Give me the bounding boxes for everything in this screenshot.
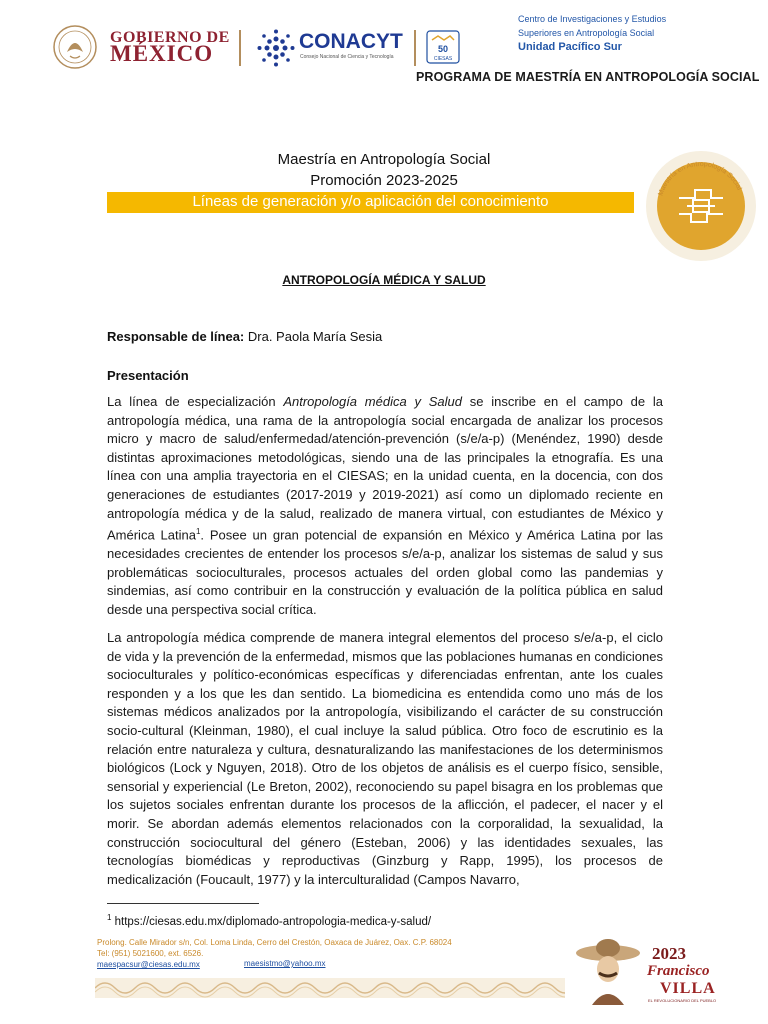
mexico-label: MÉXICO: [110, 41, 214, 66]
villa-first-name: Francisco: [647, 963, 710, 979]
gobierno-label: GOBIERNO DE: [110, 29, 230, 46]
paragraph-presentacion: [107, 393, 663, 619]
footnote: [107, 913, 431, 928]
responsable-line: [107, 329, 382, 344]
footnote-mark: 1: [107, 913, 112, 922]
svg-text:50: 50: [437, 44, 449, 54]
responsable-label: Responsable de línea:: [107, 329, 245, 344]
title-banner-text: Líneas de generación y/o aplicación del conocimiento: [192, 193, 549, 210]
villa-year: 2023: [652, 944, 686, 963]
email-link-2[interactable]: maesistmo@yahoo.mx: [244, 959, 326, 968]
svg-text:CIESAS: CIESAS: [433, 56, 453, 62]
address-line: Prolong. Calle Mirador s/n, Col. Loma Linda, Cerro del Crestón, Oaxaca de Juárez, Oax. C.P. 68024: [97, 938, 452, 947]
villa-tagline: EL REVOLUCIONARIO DEL PUEBLO: [648, 998, 717, 1003]
header-divider: [239, 30, 241, 66]
conacyt-subtitle: Consejo Nacional de Ciencia y Tecnología: [300, 54, 394, 60]
ciesas-50-logo-icon: [426, 30, 460, 64]
villa-last-name: VILLA: [660, 980, 716, 997]
programa-title: PROGRAMA DE MAESTRÍA EN ANTROPOLOGÍA SOCIAL: [416, 70, 760, 84]
footnote-url[interactable]: https://ciesas.edu.mx/diplomado-antropologia-medica-y-salud/: [111, 915, 432, 928]
footnote-separator: [107, 903, 259, 904]
maestria-seal-icon: [645, 150, 757, 262]
ciesas-line-2: Superiores en Antropología Social: [518, 28, 655, 38]
p1-text-c: . Posee un gran potencial de expansión en México y América Latina por las necesidades crecientes de entender los procesos s/e/a-p, analizar los sistemas de salud y sus problemáticas socioculturales, procesos actuales del orden global como las pandemias y sindemias, así como contribuir en la construcción y evaluación de la política pública en salud desde una perspectiva social crítica.: [107, 527, 663, 617]
responsable-name: Dra. Paola María Sesia: [247, 329, 383, 344]
p1-italic: Antropología médica y Salud: [283, 394, 462, 409]
phone-line: Tel: (951) 5021600, ext. 6526.: [97, 949, 204, 958]
email-link-1[interactable]: maespacsur@ciesas.edu.mx: [97, 960, 200, 969]
paragraph-antropologia-medica: La antropología médica comprende de manera integral elementos del proceso s/e/a-p, el ciclo de vida y la prevención de la enfermedad, mismos que las poblaciones humanas en condiciones socioculturales y político-económicas específicas y diferenciadas enfrentan, ante los cuales responden y a los que les dan sentido. La biomedicina es entendida como uno más de los sistemas médicos analizados por la antropología, visibilizando el carácter de su construcción socio-cultural (Kleinman, 1980), el cual incluye la salud pública. Otro foco de escrutinio es la relación entre naturaleza y cultura, desnaturalizando las manifestaciones de los determinismos biológicos (Lock y Nguyen, 2018). Otro de los objetos de análisis es el cuerpo físico, sensible, sensorial y experiencial (Le Breton, 2002), reconociendo su papel bisagra en los problemas que los sujetos sociales enfrentan durante los procesos de la aflicción, el padecer, el nacer y el morir. Se abordan además elementos relacionados con la corporalidad, la sexualidad, la construcción sociocultural del género (Esteban, 2006) y las identidades sexuales, las tecnologías biomédicas y reproductivas (Ginzburg y Rapp, 1995), los procesos de medicalización (Foucault, 1977) y la interculturalidad (Campos Navarro,: [107, 630, 663, 887]
document-title: Maestría en Antropología Social: [277, 151, 491, 168]
ciesas-line-1: Centro de Investigaciones y Estudios: [518, 14, 667, 24]
line-title: ANTROPOLOGÍA MÉDICA Y SALUD: [282, 273, 486, 287]
francisco-villa-portrait-icon: [574, 935, 642, 1005]
mexico-coat-of-arms-icon: [52, 24, 98, 70]
conacyt-logo-icon: [256, 28, 296, 68]
svg-text:Maestría en Antropología Socia: Maestría en Antropología Social: [657, 160, 743, 197]
decorative-border-icon: [95, 978, 565, 998]
header-divider-2: [414, 30, 416, 66]
p1-text-a: La línea de especialización: [107, 394, 284, 409]
ciesas-header-text: [518, 12, 666, 54]
ciesas-unit: Unidad Pacífico Sur: [518, 41, 622, 53]
presentacion-heading: Presentación: [107, 368, 189, 383]
footnote-reference[interactable]: 1: [195, 527, 201, 537]
document-subtitle: Promoción 2023-2025: [310, 172, 458, 189]
conacyt-name: CONACYT: [299, 30, 403, 53]
p1-text-b: se inscribe en el campo de la antropología médica, una rama de la antropología social encargada de analizar los procesos micro y macro de salud/enfermedad/atención-prevención (s/e/a-p) (Menéndez, 1990) desde distintas aproximaciones metodológicas, siendo una de las principales la etnografía. Es una línea con una amplia trayectoria en el CIESAS; en la unidad cuenta, en la docencia, con dos generaciones de estudiantes (2017-2019 y 2019-2021) así como un diplomado reciente en antropología médica y de la salud, realizado de manera virtual, con estudiantes de México y América Latina: [107, 394, 663, 543]
